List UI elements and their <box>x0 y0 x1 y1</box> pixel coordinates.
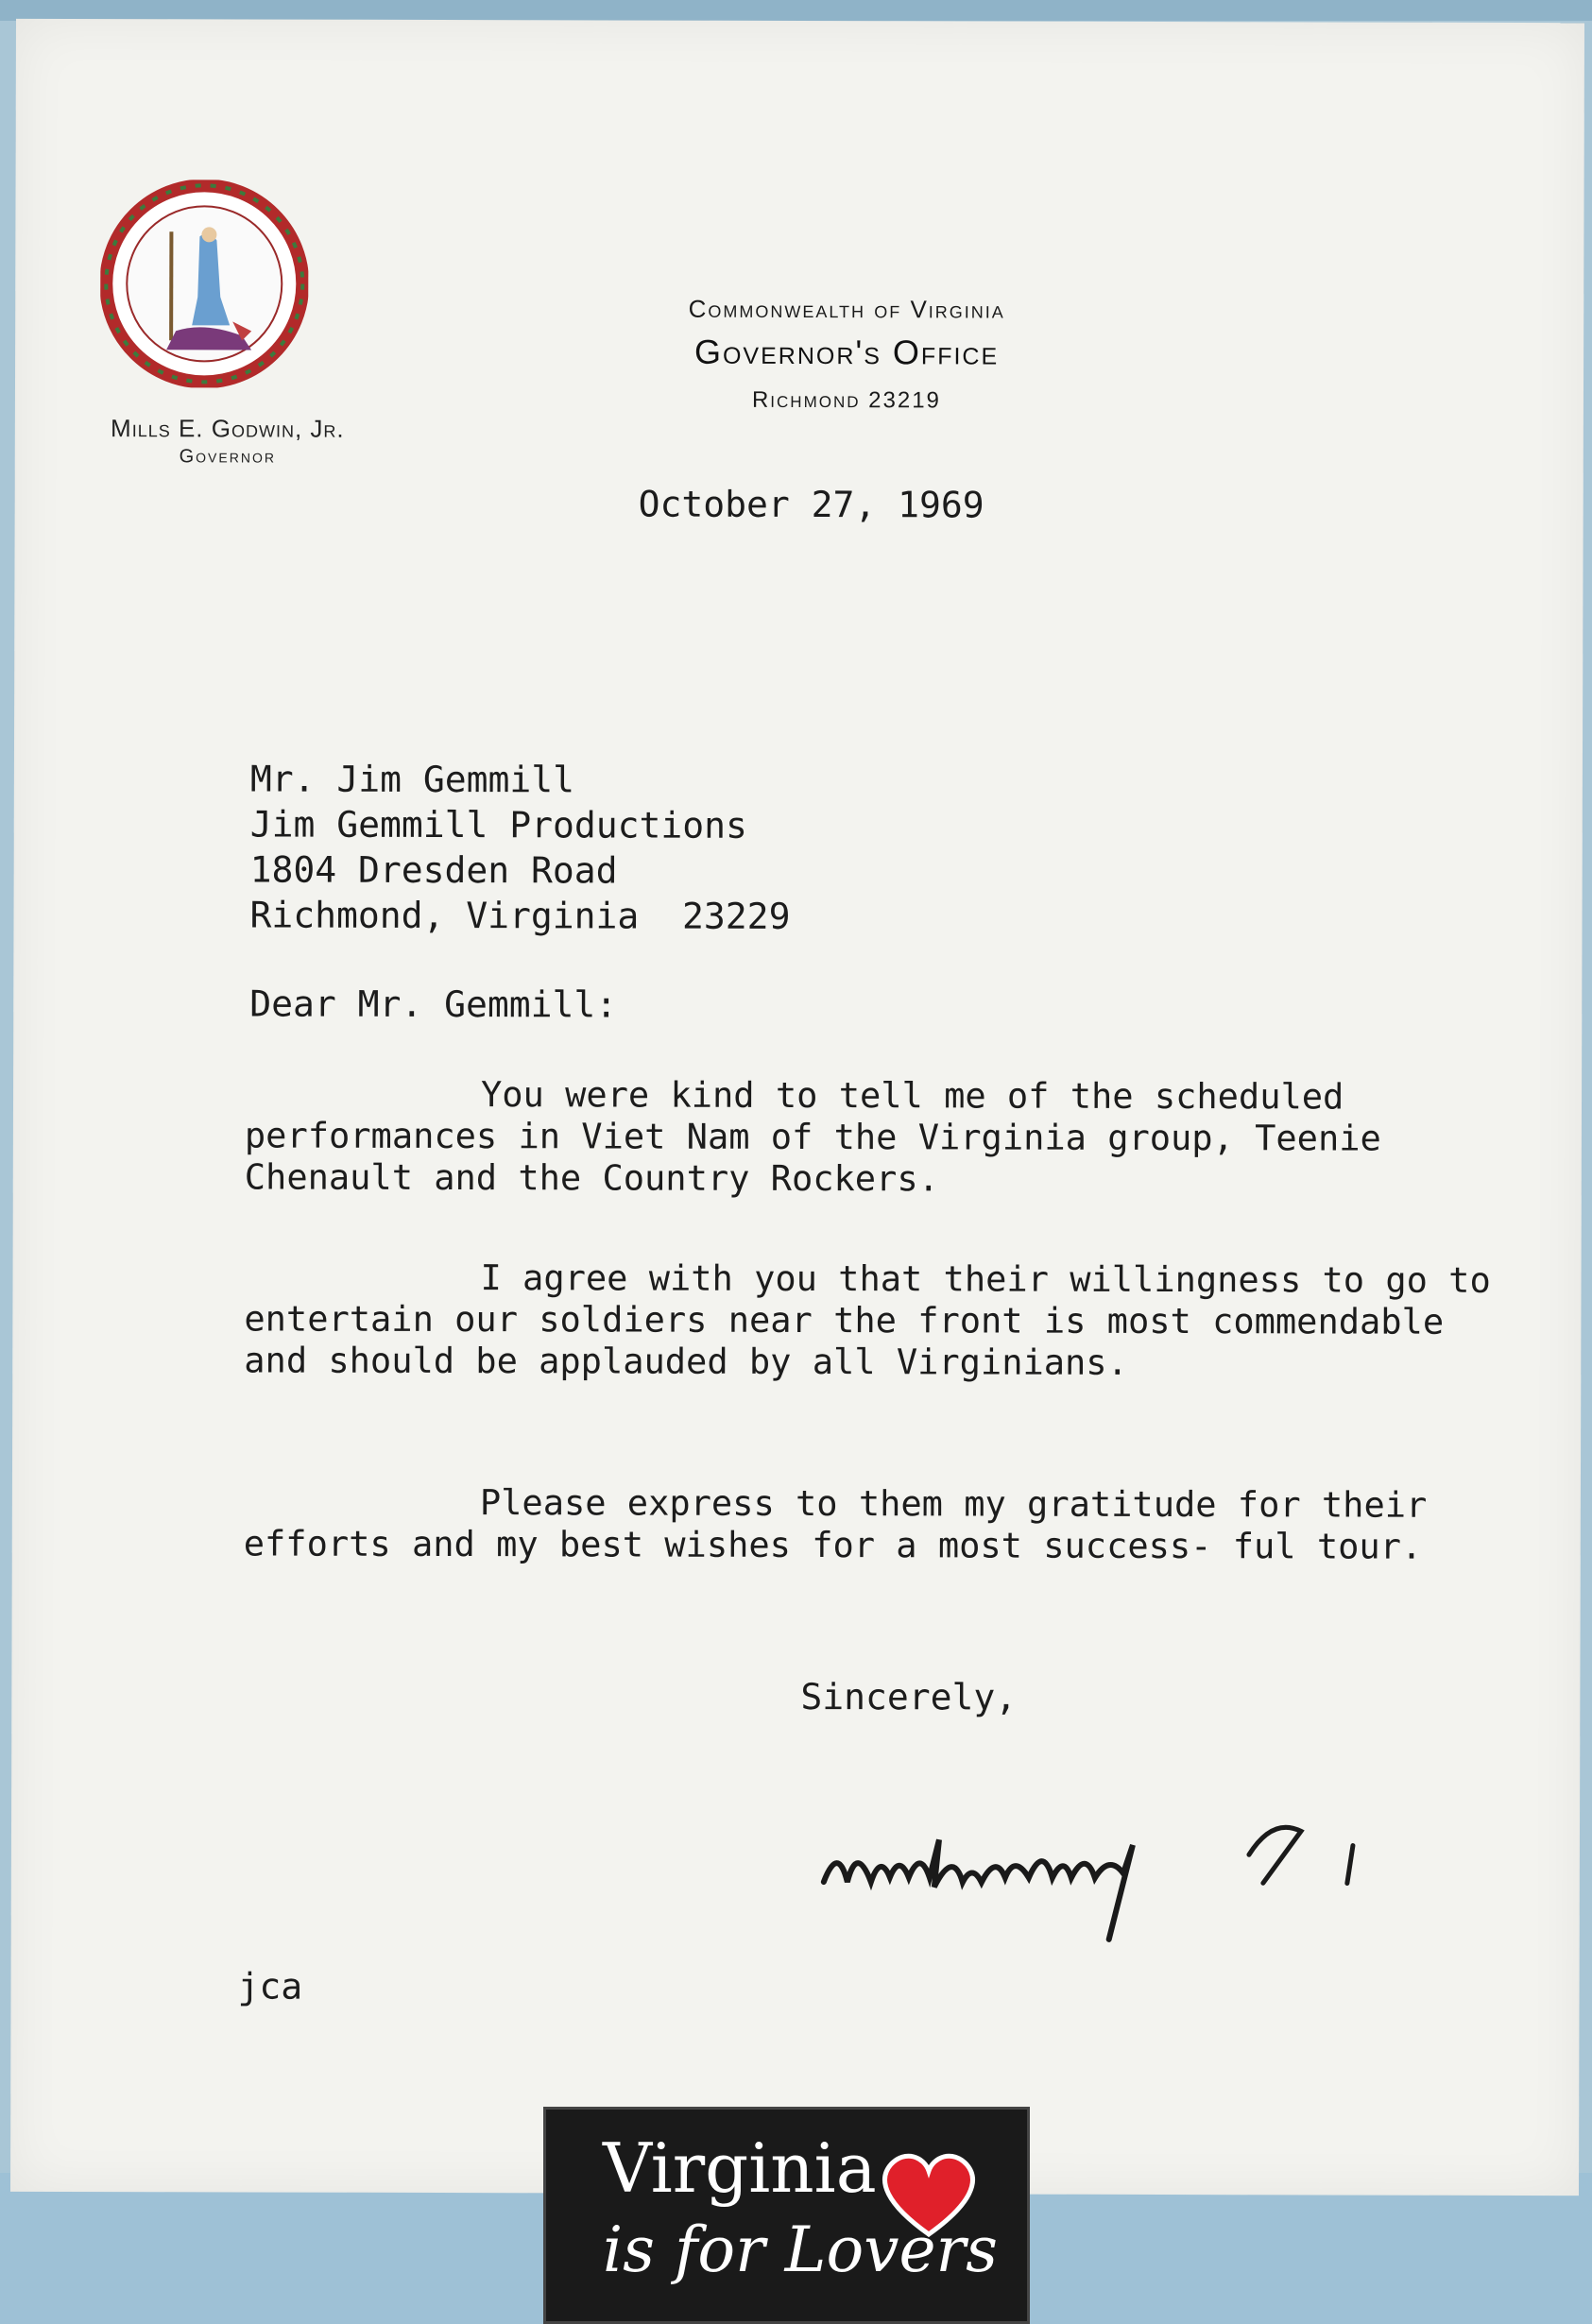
virginia-seal-icon <box>100 179 309 388</box>
badge-line-lovers: is for Lovers <box>603 2213 998 2286</box>
handwritten-signature <box>805 1778 1448 1969</box>
frame-top-edge <box>0 0 1592 21</box>
recipient-line-street: 1804 Dresden Road <box>249 848 618 892</box>
typist-initials: jca <box>237 1965 303 2008</box>
letter-page <box>10 19 1584 2196</box>
recipient-line-company: Jim Gemmill Productions <box>249 803 748 846</box>
salutation: Dear Mr. Gemmill: <box>249 983 618 1026</box>
letterhead-commonwealth: Commonwealth of Virginia <box>688 294 1005 324</box>
governor-name: Mills E. Godwin, Jr. <box>111 414 345 443</box>
virginia-is-for-lovers-badge <box>543 2107 1030 2324</box>
paragraph-3: Please express to them my gratitude for their efforts and my best wishes for a most success- ful tour. <box>243 1482 1428 1567</box>
letterhead-office: Governor's Office <box>693 332 1000 372</box>
badge-line-virginia: Virginia <box>603 2128 877 2208</box>
governor-title: Governor <box>179 446 277 468</box>
letterhead-address: Richmond 23219 <box>751 386 941 414</box>
recipient-line-city: Richmond, Virginia 23229 <box>249 894 791 937</box>
recipient-line-name: Mr. Jim Gemmill <box>249 758 575 801</box>
closing: Sincerely, <box>800 1676 1018 1718</box>
letter-date: October 27, 1969 <box>638 483 984 526</box>
paragraph-1: You were kind to tell me of the scheduled performances in Viet Nam of the Virginia group, Teenie Chenault and the Country Rockers. <box>244 1074 1381 1200</box>
paragraph-2: I agree with you that their willingness to go to entertain our soldiers near the front is most commendable and should be applauded by all Virginians. <box>244 1257 1491 1383</box>
